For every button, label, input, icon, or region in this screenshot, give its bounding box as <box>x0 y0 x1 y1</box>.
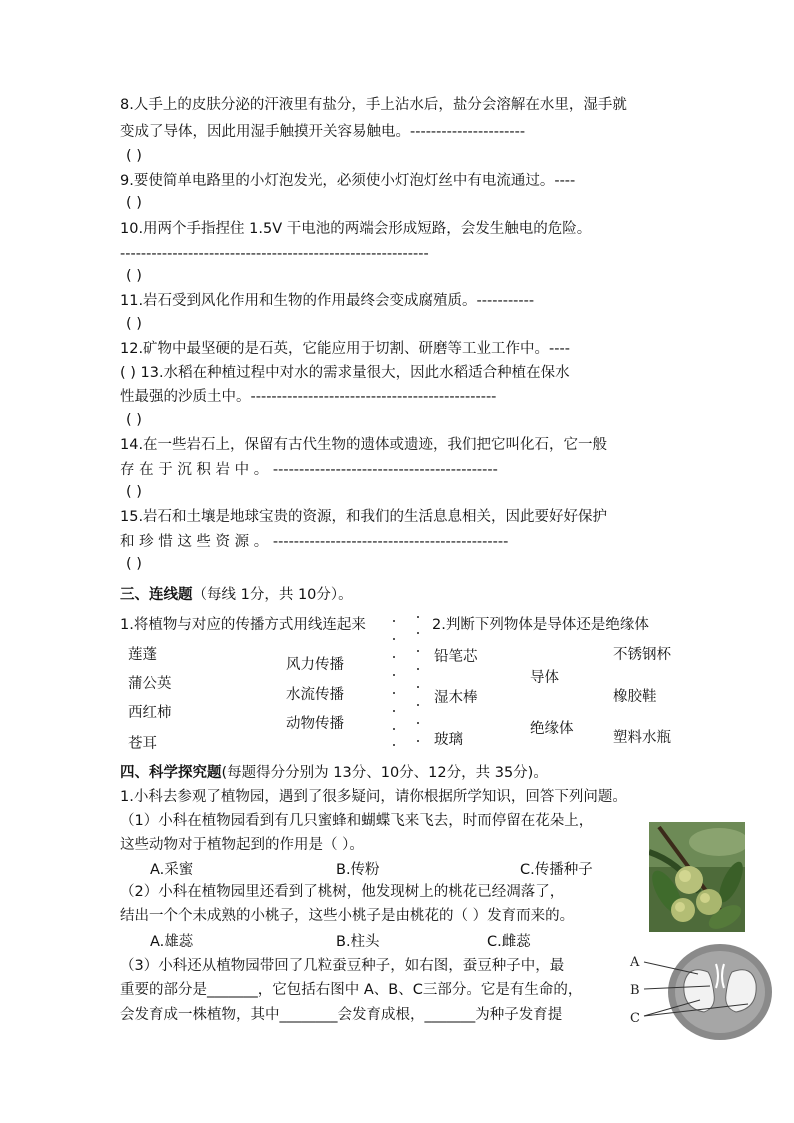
category-item: 绝缘体 <box>530 721 574 737</box>
q11-line1: 11.岩石受到风化作用和生物的作用最终会变成腐殖质。----------- <box>120 293 535 309</box>
sub3-line3: 会发育成一株植物，其中________会发育成根，_______为种子发育提 <box>120 1007 563 1023</box>
q14-answer-paren: ( ) <box>126 484 142 500</box>
plant-item: 苍耳 <box>128 736 157 752</box>
peach-photo <box>649 822 745 932</box>
q9-line1: 9.要使简单电路里的小灯泡发光，必须使小灯泡灯丝中有电流通过。---- <box>120 173 576 189</box>
option-a: A.采蜜 <box>150 862 194 878</box>
dispersal-method: 风力传播 <box>286 657 344 673</box>
q10-answer-paren: ( ) <box>126 268 142 284</box>
sub1-line2: 这些动物对于植物起到的作用是（ ）。 <box>120 837 364 853</box>
q14-line1: 14.在一些岩石上，保留有古代生物的遗体或遗迹，我们把它叫化石，它一般 <box>120 437 608 453</box>
object-item: 不锈钢杯 <box>613 647 671 663</box>
plant-item: 西红柿 <box>128 705 172 721</box>
option-c: C.雌蕊 <box>487 934 531 950</box>
sub1-line1: （1）小科在植物园看到有几只蜜蜂和蝴蝶飞来飞去，时而停留在花朵上， <box>120 813 594 829</box>
option-c: C.传播种子 <box>520 862 593 878</box>
q15-line1: 15.岩石和土壤是地球宝贵的资源，和我们的生活息息相关，因此要好好保护 <box>120 509 608 525</box>
q8-line1: 8.人手上的皮肤分泌的汗液里有盐分，手上沾水后，盐分会溶解在水里，湿手就 <box>120 97 627 113</box>
option-b: B.传粉 <box>336 862 380 878</box>
plant-item: 蒲公英 <box>128 676 172 692</box>
matching-q2-title: 2.判断下列物体是导体还是绝缘体 <box>432 617 649 633</box>
q13-line2: 性最强的沙质土中。----------------------------------------------- <box>120 389 497 405</box>
category-item: 导体 <box>530 670 559 686</box>
q10-line1: 10.用两个手指捏住 1.5V 干电池的两端会形成短路，会发生触电的危险。 <box>120 221 592 237</box>
object-item: 湿木棒 <box>434 690 478 706</box>
bean-seed-diagram <box>628 942 778 1042</box>
q13-answer-paren: ( ) <box>126 412 142 428</box>
option-a: A.雄蕊 <box>150 934 194 950</box>
column-divider <box>393 616 423 756</box>
inquiry-q1-intro: 1.小科去参观了植物园，遇到了很多疑问，请你根据所学知识，回答下列问题。 <box>120 789 627 805</box>
sub2-line2: 结出一个个未成熟的小桃子，这些小桃子是由桃花的（ ）发育而来的。 <box>120 908 575 924</box>
q9-answer-paren: ( ) <box>126 195 142 211</box>
seed-label-b: B <box>630 983 640 998</box>
seed-label-a: A <box>630 955 640 970</box>
sub2-line1: （2）小科在植物园里还看到了桃树，他发现树上的桃花已经凋落了， <box>120 884 565 900</box>
sub3-line2: 重要的部分是_______，它包括右图中 A、B、C三部分。它是有生命的， <box>120 982 583 998</box>
q13-line1: ( ) 13.水稻在种植过程中对水的需求量很大，因此水稻适合种植在保水 <box>120 365 570 381</box>
q8-line2: 变成了导体，因此用湿手触摸开关容易触电。---------------------- <box>120 124 526 140</box>
q12-line1: 12.矿物中最坚硬的是石英，它能应用于切割、研磨等工业工作中。---- <box>120 341 570 357</box>
section3-title: 三、连线题 <box>120 587 193 603</box>
section3-heading <box>120 583 353 604</box>
dispersal-method: 水流传播 <box>286 687 344 703</box>
q15-answer-paren: ( ) <box>126 556 142 572</box>
object-item: 塑料水瓶 <box>613 730 671 746</box>
matching-q1-title: 1.将植物与对应的传播方式用线连起来 <box>120 617 366 633</box>
section3-note: （每线 1分，共 10分）。 <box>192 587 353 603</box>
dispersal-method: 动物传播 <box>286 716 344 732</box>
q15-line2: 和 珍 惜 这 些 资 源 。 --------------------------------------------- <box>120 534 509 550</box>
q8-answer-paren: ( ) <box>126 148 142 164</box>
plant-item: 莲蓬 <box>128 647 157 663</box>
sub3-line1: （3）小科还从植物园带回了几粒蚕豆种子，如右图，蚕豆种子中，最 <box>120 958 565 974</box>
q10-line2: ----------------------------------------------------------- <box>120 246 429 262</box>
q11-answer-paren: ( ) <box>126 316 142 332</box>
section4-title: 四、科学探究题 <box>120 765 222 781</box>
object-item: 橡胶鞋 <box>613 689 657 705</box>
object-item: 铅笔芯 <box>434 649 478 665</box>
section4-heading <box>120 761 548 782</box>
seed-label-c: C <box>630 1011 640 1026</box>
q14-line2: 存 在 于 沉 积 岩 中 。 ------------------------------------------- <box>120 462 498 478</box>
option-b: B.柱头 <box>336 934 380 950</box>
section4-note: (每题得分分别为 13分、10分、12分，共 35分)。 <box>221 765 548 781</box>
object-item: 玻璃 <box>434 732 463 748</box>
